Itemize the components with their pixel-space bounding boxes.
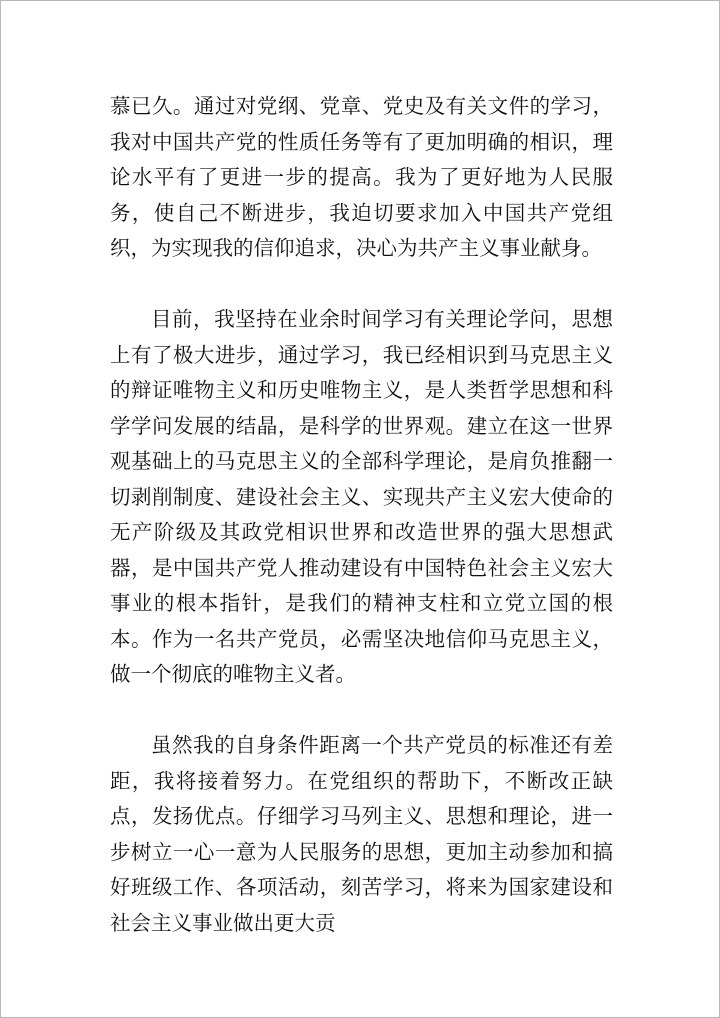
- paragraph-continuation: 慕已久。通过对党纲、党章、党史及有关文件的学习，我对中国共产党的性质任务等有了更加明确的相识，理论水平有了更进一步的提高。我为了更好地为人民服务，使自己不断进步，我迫切要求加入中国共产党组织，为实现我的信仰追求，决心为共产主义事业献身。: [110, 94, 613, 260]
- document-body: [110, 89, 613, 941]
- paragraph-future-efforts: 虽然我的自身条件距离一个共产党员的标准还有差距，我将接着努力。在党组织的帮助下，不断改正缺点，发扬优点。仔细学习马列主义、思想和理论，进一步树立一心一意为人民服务的思想，更加主动参加和搞好班级工作、各项活动，刻苦学习，将来为国家建设和社会主义事业做出更大贡: [110, 733, 613, 935]
- paragraph-theory-study: 目前，我坚持在业余时间学习有关理论学问，思想上有了极大进步，通过学习，我已经相识到马克思主义的辩证唯物主义和历史唯物主义，是人类哲学思想和科学学问发展的结晶，是科学的世界观。建立在这一世界观基础上的马克思主义的全部科学理论，是肩负推翻一切剥削制度、建设社会主义、实现共产主义宏大使命的无产阶级及其政党相识世界和改造世界的强大思想武器，是中国共产党人推动建设有中国特色社会主义宏大事业的根本指针，是我们的精神支柱和立党立国的根本。作为一名共产党员，必需坚决地信仰马克思主义，做一个彻底的唯物主义者。: [110, 307, 613, 686]
